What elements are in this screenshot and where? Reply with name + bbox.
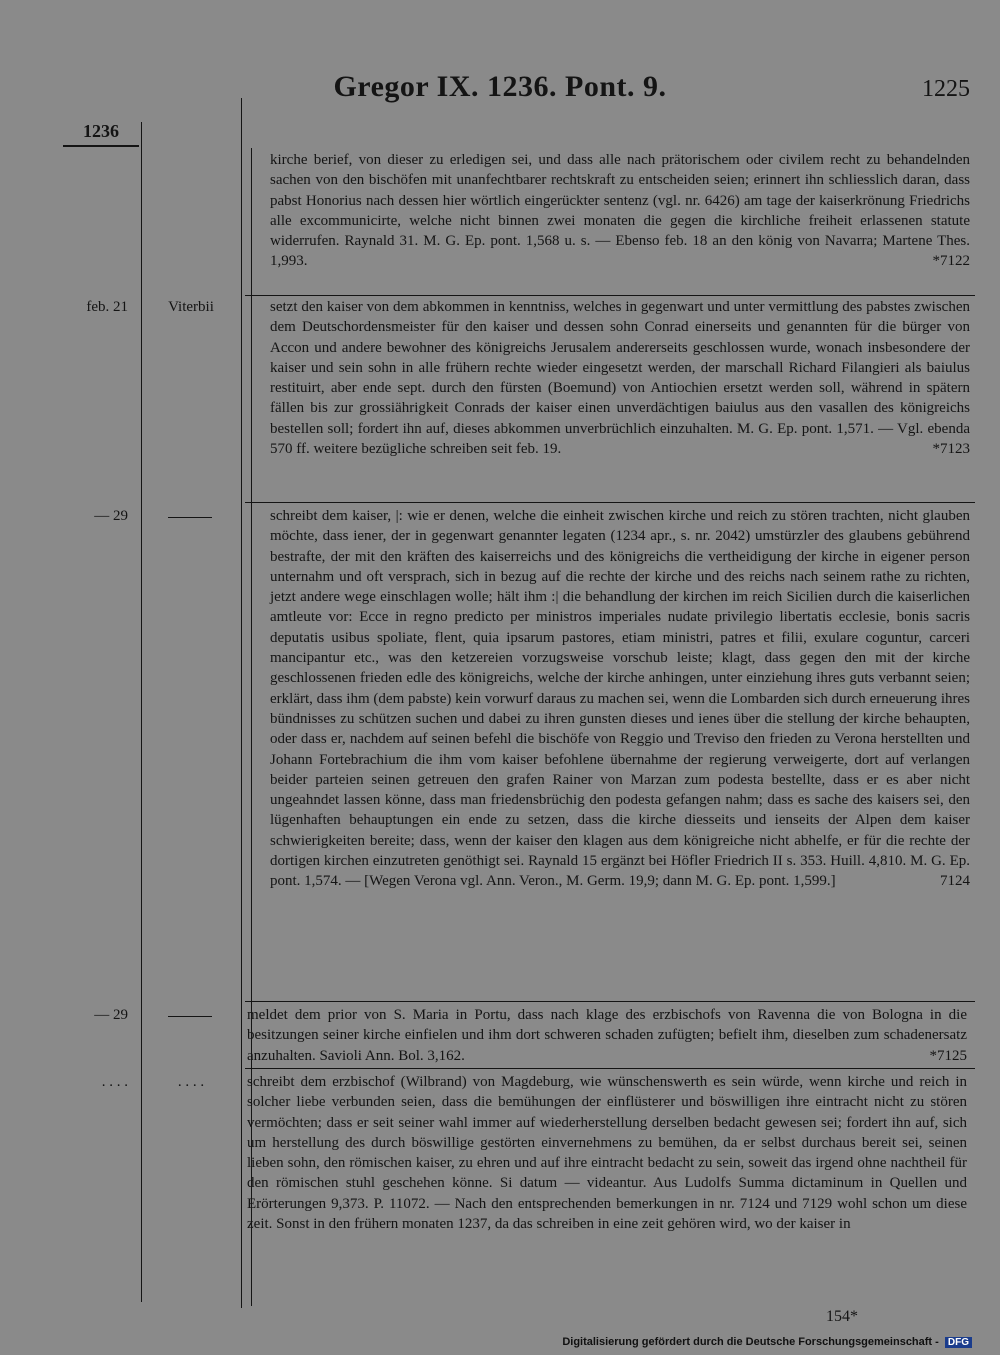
entry-separator xyxy=(245,502,975,503)
entry-number: *7125 xyxy=(929,1047,967,1064)
year-label: 1236 xyxy=(83,121,119,141)
dfg-logo-icon: DFG xyxy=(945,1337,972,1348)
entry-separator xyxy=(245,295,975,296)
entry-number: 7124 xyxy=(940,873,970,890)
entry-body: setzt den kaiser von dem abkommen in kenntniss, welches in gegenwart und unter vermittlung des pabstes zwischen dem Deutschordensmeister für den kaiser und dessen sohn Conrad einerseits und genannten für die bürger von Accon und andere bewohner des königreichs Jerusalem andererseits geschlossen wurde, wonach insbesondere der kaiser und sein sohn in alle frühern rechte wieder eingesetzt werden, der marschall Richard Filangieri als baiulus restituirt, aber ende sept. durch den fürsten (Boemund) von Antiochien ersetzt werden soll, während in spätern fällen bis zur grossiährigkeit Conrads der kaiser einen unverdächtigen baiulus aus den vasallen des königreichs bestellen soll; fordert ihn auf, dieses abkommen unverbrüchlich einzuhalten. M. G. Ep. pont. 1,571. — Vgl. ebenda 570 ff. weitere bezügliche schreiben seit feb. 19. xyxy=(270,299,970,458)
entry-place: . . . . xyxy=(177,1074,205,1090)
entry-body: kirche berief, von dieser zu erledigen sei, und dass alle nach prätorischem oder civilem recht zu behandelnden sachen von den bischöfen mit unanfechtbarer rechtskraft zu entscheiden seien; erinnert ihn schliesslich daran, dass pabst Honorius nach dessen hier wörtlich eingerückter sentenz (vgl. nr. 6426) am tage der kaiserkrönung Friedrichs alle excommunicirte, welche nicht binnen zwei monaten die gegen die kirchliche freiheit erlassenen statute widerrufen. Raynald 31. M. G. Ep. pont. 1,568 u. s. — Ebenso feb. 18 an den könig von Navarra; Martene Thes. 1,993. xyxy=(270,152,970,270)
year-rule xyxy=(63,145,139,147)
entry-date: — 29 xyxy=(94,508,128,524)
page-number: 1225 xyxy=(922,76,970,102)
entry-separator xyxy=(245,1001,975,1002)
footer-text: Digitalisierung gefördert durch die Deutsche Forschungsgemeinschaft - xyxy=(562,1336,939,1348)
footer-credit xyxy=(562,1336,972,1348)
entry-place: Viterbii xyxy=(168,299,214,315)
entry-date: feb. 21 xyxy=(86,299,128,315)
entry-body: schreibt dem kaiser, |: wie er denen, welche die einheit zwischen kirche und reich zu stören trachten, nicht glauben möchte, dass iener, der in gegenwart genannter legaten (1234 apr., s. nr. 2042) umstürzler des glaubens gebührend bestrafte, der mit den kräften des kaiserreichs und des königreichs die vertheidigung der kirche in eigener person unternahm und oft versprach, sich in bezug auf die rechte der kirche und des reichs nach seinem rathe zu richten, jetzt andere wege einschlagen wolle; hält ihm :| die behandlung der kirchen im reich Sicilien durch die kaiserlichen amtleute vor: Ecce in regno predicto per ministros imperiales nudate privilegio libertatis ecclesie, bonis sacris deputatis usibus spoliate, flent, quia ipsarum pastores, etiam ministri, patres et filii, exulare coguntur, carceri mancipantur etc., was den ketzereien vorzugsweise vorschub leiste; klagt, dass gegen den mit der kirche geschlossenen frieden edle des königreichs, welche der kirche anhingen, unter einziehung ihres guts verbannt seien; erklärt, dass ihm (dem pabste) kein vorwurf daraus zu machen sei, wenn die Lombarden sich durch erneuerung ihres bündnisses zu schützen suchen und dabei zu ihren gunsten dieses und ienes über die stellung der kirche behaupten, oder dass er, nachdem auf seinen befehl die bischöfe von Reggio und Treviso den frieden zu Verona herstellten und Johann Fortebrachium die ihm vom kaiser befohlene übernahme der regierung verweigerte, dort auf verlangen beider parteien seinen getreuen den grafen Rainer von Marzan zum podesta bestellte, dass er es aber nicht ungeahndet lassen könne, dass man friedensbrüchig den podesta gefangen nahm; dass es sache des kaisers sei, den lügenhaften behauptungen ein ende zu setzen, dass die kirche diesseits und ienseits der Alpen dem kaiser schwierigkeiten bereite; dass, wenn der kaiser den klagen aus dem königreiche nicht abhelfe, er für die rechte der dortigen kirchen einzutreten genöthigt sei. Raynald 15 ergänzt bei Höfler Friedrich II s. 353. Huill. 4,810. M. G. Ep. pont. 1,574. — [Wegen Verona vgl. Ann. Veron., M. Germ. 19,9; dann M. G. Ep. pont. 1,599.] xyxy=(270,508,970,890)
entry-date: . . . . xyxy=(101,1074,128,1090)
page-header-title: Gregor IX. 1236. Pont. 9. xyxy=(333,70,667,103)
same-place-dash xyxy=(168,517,212,518)
entry-number: *7122 xyxy=(932,253,970,270)
entry-number: *7123 xyxy=(932,441,970,458)
entry-separator xyxy=(245,1068,975,1069)
entry-body: meldet dem prior von S. Maria in Portu, dass nach klage des erzbischofs von Ravenna die von Bologna in die besitzungen seiner kirche einfielen und ihm dort schweren schaden zufügten; befielt ihm, dieselben zum schadenersatz anzuhalten. Savioli Ann. Bol. 3,162. xyxy=(247,1007,967,1064)
entry-text xyxy=(270,150,970,290)
column-rule-right xyxy=(241,98,242,1308)
entry-text xyxy=(247,1072,967,1234)
entry-text xyxy=(247,1005,967,1066)
same-place-dash xyxy=(168,1016,212,1017)
entry-body: schreibt dem erzbischof (Wilbrand) von Magdeburg, wie wünschenswerth es sein würde, wenn kirche und reich in solcher liebe verbunden seien, dass die bemühungen der einflüsterer und böswilligen ihre eintracht nicht zu stören vermöchten; dass er seit seiner wahl immer auf wiederherstellung derselben bedacht gewesen sei; fordert ihn auf, sich um herstellung des durch böswillige gestörten einvernehmens zu bemühen, da er selbst durchaus bereit sei, seinen lieben sohn, den römischen kaiser, zu ehren und auf ihre eintracht bedacht zu sein, soweit das irgend ohne nachtheil für den römischen stuhl geschehen könne. Si datum — videantur. Aus Ludolfs Summa dictaminum in Quellen und Erörterungen 9,373. P. 11072. — Nach den entsprechenden bemerkungen in nr. 7124 und 7129 wohl schon um diese zeit. Sonst in den frühern monaten 1237, da das schreiben in eine zeit gehören wird, wo der kaiser in xyxy=(247,1074,967,1233)
entry-text xyxy=(270,506,970,892)
entry-date: — 29 xyxy=(94,1007,128,1023)
sheet-signature: 154* xyxy=(826,1308,858,1325)
entry-text xyxy=(270,297,970,459)
